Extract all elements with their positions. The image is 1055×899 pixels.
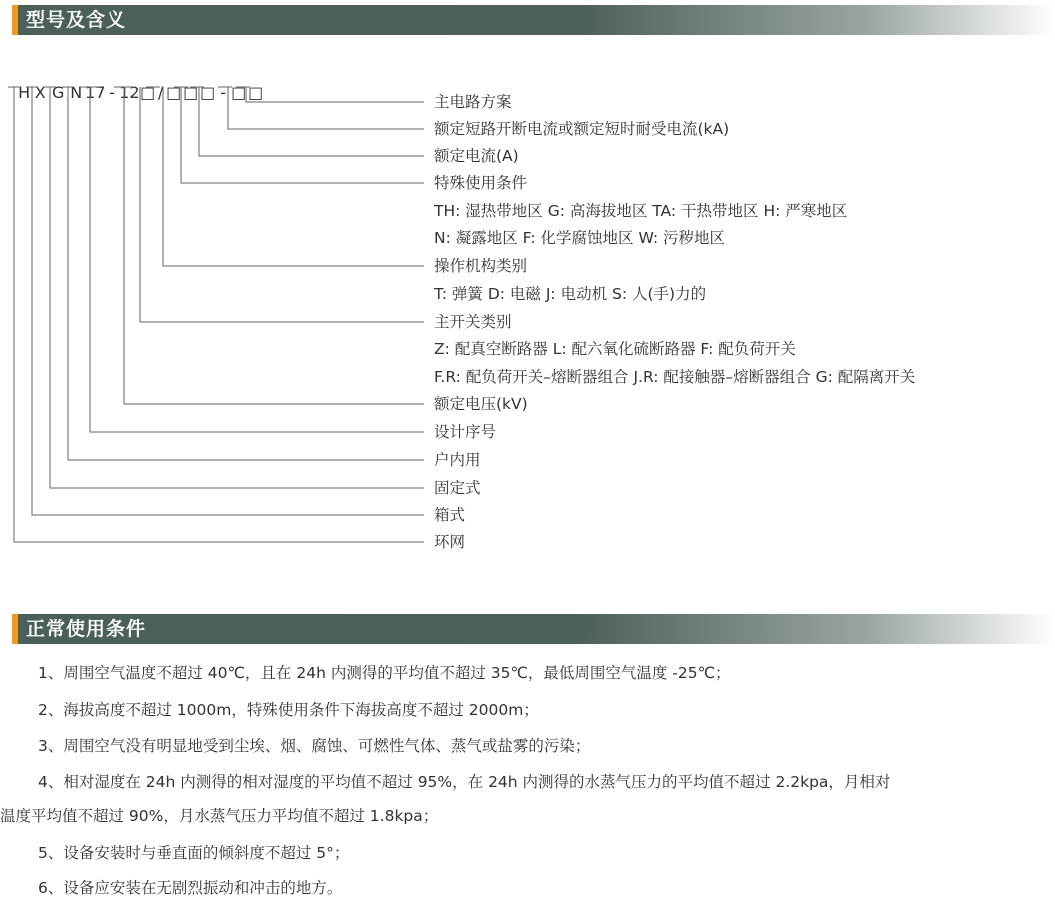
meaning-box-type: 箱式: [434, 506, 466, 524]
model-char: /: [157, 83, 164, 102]
model-char: -: [220, 83, 227, 102]
meaning-ring-network: 环网: [434, 533, 466, 551]
model-char: N: [70, 83, 83, 102]
model-char: 12: [119, 83, 140, 102]
condition-item: 3、周围空气没有明显地受到尘埃、烟、腐蚀、可燃性气体、蒸气或盐雾的污染；: [38, 737, 591, 755]
condition-item: 2、海拔高度不超过 1000m，特殊使用条件下海拔高度不超过 2000m；: [38, 701, 539, 719]
meaning-fixed: 固定式: [434, 479, 481, 497]
condition-item: 5、设备安装时与垂直面的倾斜度不超过 5°；: [38, 844, 350, 862]
meaning-indoor: 户内用: [434, 451, 481, 469]
meaning-rated-voltage: 额定电压(kV): [434, 395, 528, 413]
model-char: □: [200, 83, 216, 102]
model-char: □: [140, 83, 156, 102]
model-char: X: [34, 83, 46, 102]
meaning-main-circuit: 主电路方案: [434, 93, 512, 111]
accent-bar: [12, 5, 18, 35]
meaning-rated-current: 额定电流(A): [434, 147, 519, 165]
meaning-main-switch-options-2: F.R: 配负荷开关–熔断器组合 J.R: 配接触器–熔断器组合 G: 配隔离开关: [434, 368, 916, 386]
meaning-special-conditions: 特殊使用条件: [434, 174, 528, 192]
section-title: 正常使用条件: [26, 618, 147, 640]
condition-item-continued: 温度平均值不超过 90%，月水蒸气压力平均值不超过 1.8kpa；: [0, 807, 439, 825]
model-char: H: [18, 83, 31, 102]
model-char: -: [109, 83, 116, 102]
meaning-short-circuit-current: 额定短路开断电流或额定短时耐受电流(kA): [434, 120, 730, 138]
meaning-main-switch: 主开关类别: [434, 313, 512, 331]
meaning-main-switch-options-1: Z: 配真空断路器 L: 配六氧化硫断路器 F: 配负荷开关: [434, 340, 796, 358]
section-header-conditions: [12, 614, 1055, 644]
meaning-operating-mechanism: 操作机构类别: [434, 257, 528, 275]
section-header-model: [12, 5, 1055, 35]
model-char: □: [166, 83, 182, 102]
meaning-special-conditions-options-2: N: 凝露地区 F: 化学腐蚀地区 W: 污秽地区: [434, 229, 726, 247]
condition-item: 1、周围空气温度不超过 40℃，且在 24h 内测得的平均值不超过 35℃，最低周围空气温度 -25℃；: [38, 664, 731, 682]
model-char: G: [51, 83, 65, 102]
condition-item: 6、设备应安装在无剧烈振动和冲击的地方。: [38, 879, 343, 897]
accent-bar: [12, 614, 18, 644]
model-char: □: [183, 83, 199, 102]
meaning-operating-mechanism-options: T: 弹簧 D: 电磁 J: 电动机 S: 人(手)力的: [434, 285, 707, 303]
meaning-special-conditions-options-1: TH: 湿热带地区 G: 高海拔地区 TA: 干热带地区 H: 严寒地区: [434, 202, 848, 220]
model-char: 17: [85, 83, 106, 102]
model-code: [7, 60, 264, 102]
section-title: 型号及含义: [26, 9, 127, 31]
condition-item: 4、相对湿度在 24h 内测得的相对湿度的平均值不超过 95%，在 24h 内测得的水蒸气压力的平均值不超过 2.2kpa，月相对: [38, 773, 891, 791]
meaning-design-serial: 设计序号: [434, 423, 497, 441]
model-char: □: [231, 83, 247, 102]
model-char: □: [248, 83, 264, 102]
